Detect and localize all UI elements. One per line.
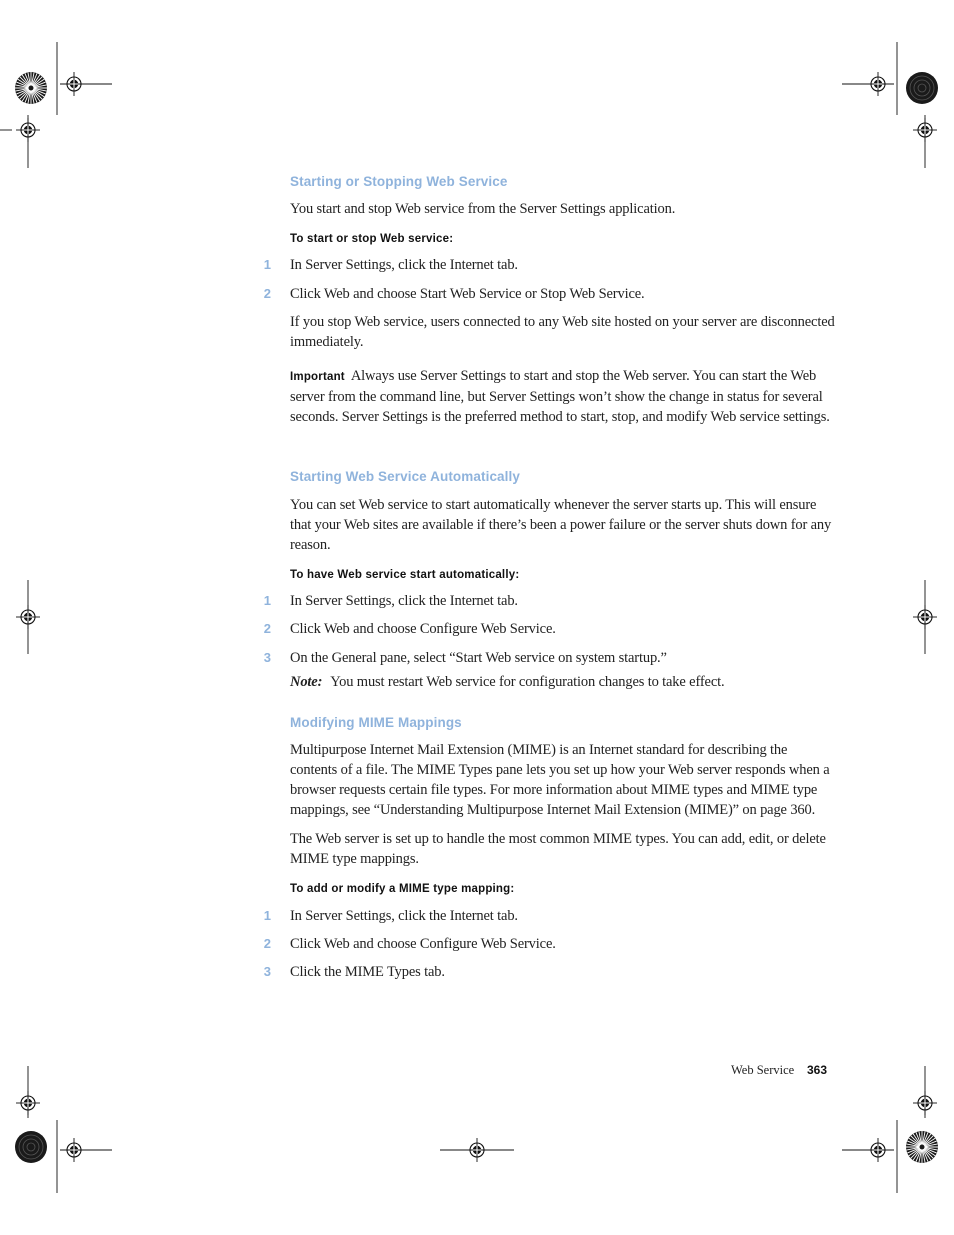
task-title-mime: To add or modify a MIME type mapping: xyxy=(290,883,515,895)
step-number: 1 xyxy=(263,593,271,608)
step-text: On the General pane, select “Start Web service on system startup.” xyxy=(290,650,667,666)
note-label: Note: xyxy=(290,674,323,690)
after-steps-paragraph: If you stop Web service, users connected to any Web site hosted on your server are disconnected immediately. xyxy=(290,314,835,350)
task-title-start-stop: To start or stop Web service: xyxy=(290,233,454,245)
step-number: 3 xyxy=(263,964,271,979)
step-text: In Server Settings, click the Internet tab. xyxy=(290,908,518,924)
section-intro-mime: Multipurpose Internet Mail Extension (MIME) is an Internet standard for describing the contents of a file. The MIME Types pane lets you set up how your Web server responds when a browser requests certain file types. For more information about MIME types and MIME type mappings, see “Understanding Multipurpose Internet Mail Extension (MIME)” on page 360. xyxy=(290,742,830,818)
step-text: Click Web and choose Configure Web Service. xyxy=(290,936,556,952)
footer-page-number: 363 xyxy=(807,1063,828,1077)
important-text: Always use Server Settings to start and stop the Web server. You can start the Web server from the command line, but Server Settings won’t show the change in status for several seconds. Server Settings is the preferred method to start, stop, and modify Web service settings. xyxy=(290,368,830,425)
task-title-auto-start: To have Web service start automatically: xyxy=(290,569,520,581)
section-heading-mime: Modifying MIME Mappings xyxy=(290,715,462,730)
note-callout xyxy=(290,672,835,692)
step-text: In Server Settings, click the Internet tab. xyxy=(290,593,518,609)
step-number: 2 xyxy=(263,936,271,951)
section-heading-start-stop: Starting or Stopping Web Service xyxy=(290,174,508,189)
footer-chapter-title: Web Service xyxy=(731,1063,795,1077)
important-callout xyxy=(290,366,835,427)
step-number: 3 xyxy=(263,650,271,665)
step-text: Click Web and choose Configure Web Service. xyxy=(290,621,556,637)
step-number: 2 xyxy=(263,621,271,636)
step-number: 2 xyxy=(263,286,271,301)
registration-mark-icon xyxy=(16,72,937,1162)
step-number: 1 xyxy=(263,257,271,272)
starburst-target-icon xyxy=(15,72,938,1163)
mime-paragraph-2: The Web server is set up to handle the most common MIME types. You can add, edit, or delete MIME type mappings. xyxy=(290,831,826,867)
section-heading-auto-start: Starting Web Service Automatically xyxy=(290,469,520,484)
step-text: Click the MIME Types tab. xyxy=(290,964,445,980)
important-label: Important xyxy=(290,371,345,383)
step-text: In Server Settings, click the Internet tab. xyxy=(290,257,518,273)
step-number: 1 xyxy=(263,908,271,923)
section-intro-start-stop: You start and stop Web service from the Server Settings application. xyxy=(290,201,676,217)
section-intro-auto-start: You can set Web service to start automatically whenever the server starts up. This will ensure that your Web sites are available if there’s been a power failure or the server shuts down for any reason. xyxy=(290,497,832,553)
step-text: Click Web and choose Start Web Service or Stop Web Service. xyxy=(290,286,645,302)
note-text: You must restart Web service for configuration changes to take effect. xyxy=(330,674,725,690)
